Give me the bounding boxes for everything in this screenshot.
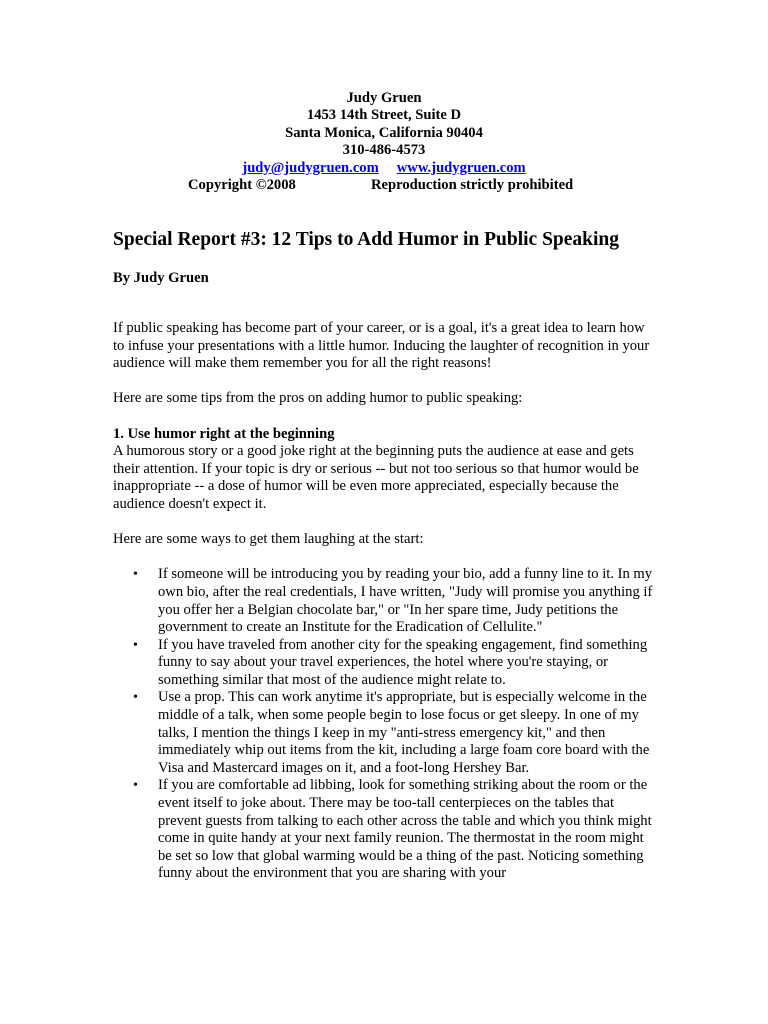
tips-intro-paragraph: Here are some tips from the pros on adding humor to public speaking: <box>113 390 523 407</box>
bullet-icon: • <box>133 778 138 794</box>
street-address: 1453 14th Street, Suite D <box>306 107 462 124</box>
author-name: Judy Gruen <box>346 90 422 106</box>
list-item <box>113 566 658 636</box>
list-item <box>113 777 658 883</box>
section-1-text: A humorous story or a good joke right at the beginning puts the audience at ease and gets their attention. If your topic is dry or serious -- but not too serious so that humor would be inappropriate -- a dose of humor will be even more appreciated, especially because the audience doesn't expect it. <box>113 443 639 512</box>
bullet-icon: • <box>133 567 138 583</box>
list-item-text: Use a prop. This can work anytime it's appropriate, but is especially welcome in the middle of a talk, when some people begin to lose focus or get sleepy. In one of my talks, I mention the things I keep in my "anti-stress emergency kit," and then immediately whip out items from the kit, including a large foam core board with the Visa and Mastercard images on it, and a foot-long Hershey Bar. <box>158 689 650 776</box>
copyright-text: Copyright ©2008 <box>188 177 296 194</box>
contact-header <box>113 90 655 194</box>
tips-bullet-list <box>113 566 658 883</box>
copyright-row <box>113 177 655 194</box>
byline: By Judy Gruen <box>113 270 209 286</box>
website-link[interactable]: www.judygruen.com <box>396 159 526 176</box>
list-item-text: If you have traveled from another city for the speaking engagement, find something funny to say about your travel experiences, the hotel where you're staying, or something similar that most of the audience might relate to. <box>158 636 648 688</box>
list-item <box>113 637 658 690</box>
report-title: Special Report #3: 12 Tips to Add Humor in Public Speaking <box>113 229 620 250</box>
intro-paragraph: If public speaking has become part of your career, or is a goal, it's a great idea to learn how to infuse your presentations with a little humor. Inducing the laughter of recognition in your audience will make them remember you for all the right reasons! <box>113 320 650 372</box>
contact-links <box>113 160 655 177</box>
phone-number: 310-486-4573 <box>342 142 426 159</box>
section-1 <box>113 426 658 514</box>
reproduction-notice: Reproduction strictly prohibited <box>371 177 574 194</box>
report-body <box>113 320 658 883</box>
bullet-icon: • <box>133 637 138 653</box>
bullet-icon: • <box>133 690 138 706</box>
list-item-text: If you are comfortable ad libbing, look for something striking about the room or the event itself to joke about. There may be too-tall centerpieces on the tables that prevent guests from talking to each other across the table and which you think might come in quite handy at your next family reunion. The thermostat in the room might be set so low that global warming would be a thing of the past. Noticing something funny about the environment that you are sharing with your <box>158 777 652 882</box>
list-item <box>113 689 658 777</box>
email-link[interactable]: judy@judygruen.com <box>242 159 379 176</box>
ways-intro-paragraph: Here are some ways to get them laughing at the start: <box>113 531 424 548</box>
city-address: Santa Monica, California 90404 <box>285 124 483 141</box>
list-item-text: If someone will be introducing you by reading your bio, add a funny line to it. In my own bio, after the real credentials, I have written, "Judy will promise you anything if you offer her a Belgian chocolate bar," or "In her spare time, Judy petitions the government to create an Institute for the Eradication of Cellulite." <box>158 566 653 636</box>
section-1-heading: 1. Use humor right at the beginning <box>113 425 335 442</box>
